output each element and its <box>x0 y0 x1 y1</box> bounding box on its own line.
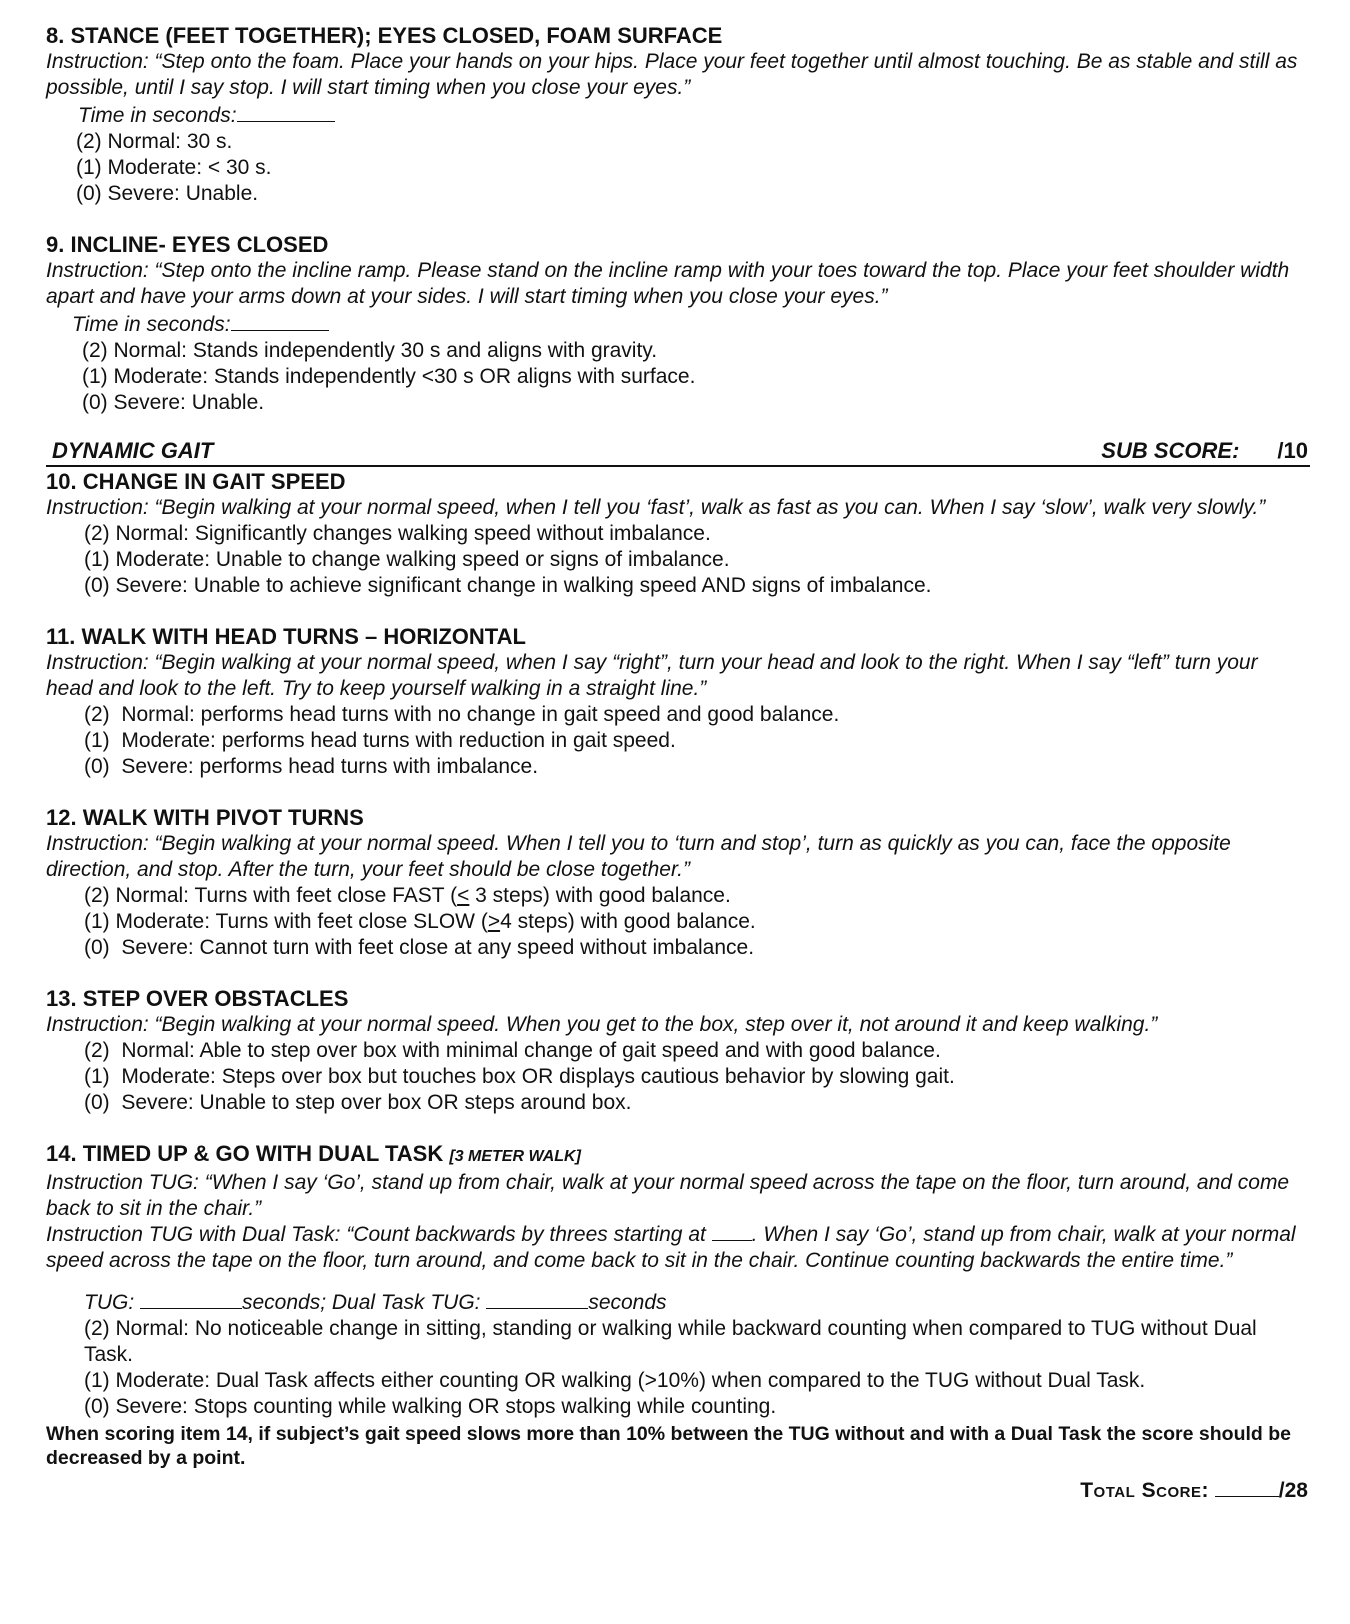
score-option <box>46 883 1310 909</box>
score-option: (1) Moderate: Stands independently <30 s OR aligns with surface. <box>82 365 696 388</box>
section-header-dynamic-gait <box>46 438 1310 467</box>
total-score-blank[interactable] <box>1215 1478 1279 1497</box>
score-option: (1) Moderate: < 30 s. <box>76 156 272 179</box>
time-blank[interactable] <box>237 101 335 122</box>
item-8 <box>46 22 1310 207</box>
score-text: 4 steps) with good balance. <box>500 910 756 933</box>
item-instruction: Instruction: “Step onto the foam. Place your hands on your hips. Place your feet together until almost touching. Be as stable and still as possible, until I say stop. I will start timing when you close your eyes.” <box>46 50 1298 99</box>
score-text: (1) Moderate: Turns with feet close SLOW ( <box>84 910 488 933</box>
item-title: 9. INCLINE- EYES CLOSED <box>46 232 329 257</box>
seconds-label: seconds <box>588 1291 667 1314</box>
item-10 <box>46 468 1310 599</box>
item-title: 12. WALK WITH PIVOT TURNS <box>46 805 364 830</box>
item-title: 10. CHANGE IN GAIT SPEED <box>46 469 346 494</box>
time-blank[interactable] <box>231 310 329 331</box>
score-option: (2) Normal: Stands independently 30 s and aligns with gravity. <box>82 339 658 362</box>
tug-seconds-blank[interactable] <box>140 1288 242 1309</box>
score-option: (2) Normal: No noticeable change in sitting, standing or walking while backward counting when compared to TUG without Dual Task. <box>84 1317 1257 1366</box>
item-title-text: 14. TIMED UP & GO WITH DUAL TASK <box>46 1141 450 1166</box>
total-score-denominator: /28 <box>1278 1479 1308 1502</box>
section-title: DYNAMIC GAIT <box>52 438 214 463</box>
start-number-blank[interactable] <box>712 1222 752 1241</box>
item-9 <box>46 231 1310 416</box>
time-row <box>46 101 1310 129</box>
score-option: (0) Severe: performs head turns with imbalance. <box>84 755 539 778</box>
time-row <box>46 310 1310 338</box>
item-title: 11. WALK WITH HEAD TURNS – HORIZONTAL <box>46 624 526 649</box>
score-option <box>46 909 1310 935</box>
score-option: (2) Normal: Able to step over box with minimal change of gait speed and with good balance. <box>84 1039 941 1062</box>
instruction-text: . When I say ‘Go’, stand up from chair, walk at your normal speed across the tape on the floor, turn around, and come back to sit in the chair. Continue counting backwards the entire time.” <box>46 1223 1296 1272</box>
item-title: 13. STEP OVER OBSTACLES <box>46 986 349 1011</box>
score-option: (0) Severe: Unable to achieve significant change in walking speed AND signs of imbalance. <box>84 574 932 597</box>
score-option: (1) Moderate: Dual Task affects either counting OR walking (>10%) when compared to the TUG without Dual Task. <box>84 1369 1146 1392</box>
item-instruction: Instruction: “Begin walking at your normal speed, when I tell you ‘fast’, walk as fast as you can. When I say ‘slow’, walk very slowly.” <box>46 496 1266 519</box>
item-11 <box>46 623 1310 780</box>
dual-tug-label: seconds; Dual Task TUG: <box>242 1291 487 1314</box>
item-13 <box>46 985 1310 1116</box>
score-option: (0) Severe: Unable to step over box OR steps around box. <box>84 1091 632 1114</box>
instruction-tug: Instruction TUG: “When I say ‘Go’, stand up from chair, walk at your normal speed across the tape on the floor, turn around, and come back to sit in the chair.” <box>46 1171 1290 1220</box>
score-text: (2) Normal: Turns with feet close FAST ( <box>84 884 458 907</box>
item-title: 8. STANCE (FEET TOGETHER); EYES CLOSED, FOAM SURFACE <box>46 23 723 48</box>
instruction-text: Instruction TUG with Dual Task: “Count backwards by threes starting at <box>46 1223 712 1246</box>
less-equal-symbol: < <box>457 884 470 907</box>
item-instruction: Instruction: “Begin walking at your normal speed, when I say “right”, turn your head and look to the right. When I say “left” turn your head and look to the left. Try to keep yourself walking in a straight line.” <box>46 651 1258 700</box>
score-option: (2) Normal: 30 s. <box>76 130 233 153</box>
score-option: (0) Severe: Unable. <box>76 182 259 205</box>
score-option: (2) Normal: Significantly changes walking speed without imbalance. <box>84 522 711 545</box>
score-option: (0) Severe: Stops counting while walking OR stops walking while counting. <box>84 1395 777 1418</box>
score-option: (0) Severe: Unable. <box>82 391 265 414</box>
score-option: (1) Moderate: Unable to change walking speed or signs of imbalance. <box>84 548 730 571</box>
sub-score-denominator: /10 <box>1277 438 1308 463</box>
item-tag: [3 METER WALK] <box>449 1148 581 1165</box>
sub-score <box>1101 438 1310 464</box>
score-option: (1) Moderate: performs head turns with reduction in gait speed. <box>84 729 676 752</box>
tug-label: TUG: <box>84 1291 140 1314</box>
scoring-note: When scoring item 14, if subject’s gait speed slows more than 10% between the TUG without and with a Dual Task the score should be decreased by a point. <box>46 1423 1291 1469</box>
dual-tug-seconds-blank[interactable] <box>486 1288 588 1309</box>
item-instruction: Instruction: “Begin walking at your normal speed. When you get to the box, step over it, not around it and keep walking.” <box>46 1013 1158 1036</box>
time-label: Time in seconds: <box>78 104 237 127</box>
greater-equal-symbol: > <box>487 910 501 933</box>
sub-score-label: SUB SCORE: <box>1101 438 1240 463</box>
score-option: (0) Severe: Cannot turn with feet close at any speed without imbalance. <box>84 936 755 959</box>
score-option: (1) Moderate: Steps over box but touches box OR displays cautious behavior by slowing gait. <box>84 1065 955 1088</box>
instruction-dual-task <box>46 1222 1310 1274</box>
score-text: 3 steps) with good balance. <box>469 884 731 907</box>
tug-times-row <box>46 1288 1310 1316</box>
score-option: (2) Normal: performs head turns with no change in gait speed and good balance. <box>84 703 840 726</box>
time-label: Time in seconds: <box>72 313 231 336</box>
item-title <box>46 1140 1310 1170</box>
item-12 <box>46 804 1310 961</box>
item-14 <box>46 1140 1310 1470</box>
total-score-label: Total Score: <box>1080 1479 1209 1502</box>
total-score <box>46 1478 1310 1504</box>
item-instruction: Instruction: “Step onto the incline ramp. Please stand on the incline ramp with your toes toward the top. Place your feet shoulder width apart and have your arms down at your sides. I will start timing when you close your eyes.” <box>46 259 1290 308</box>
item-instruction: Instruction: “Begin walking at your normal speed. When I tell you to ‘turn and stop’, turn as quickly as you can, face the opposite direction, and stop. After the turn, your feet should be close together.” <box>46 832 1231 881</box>
